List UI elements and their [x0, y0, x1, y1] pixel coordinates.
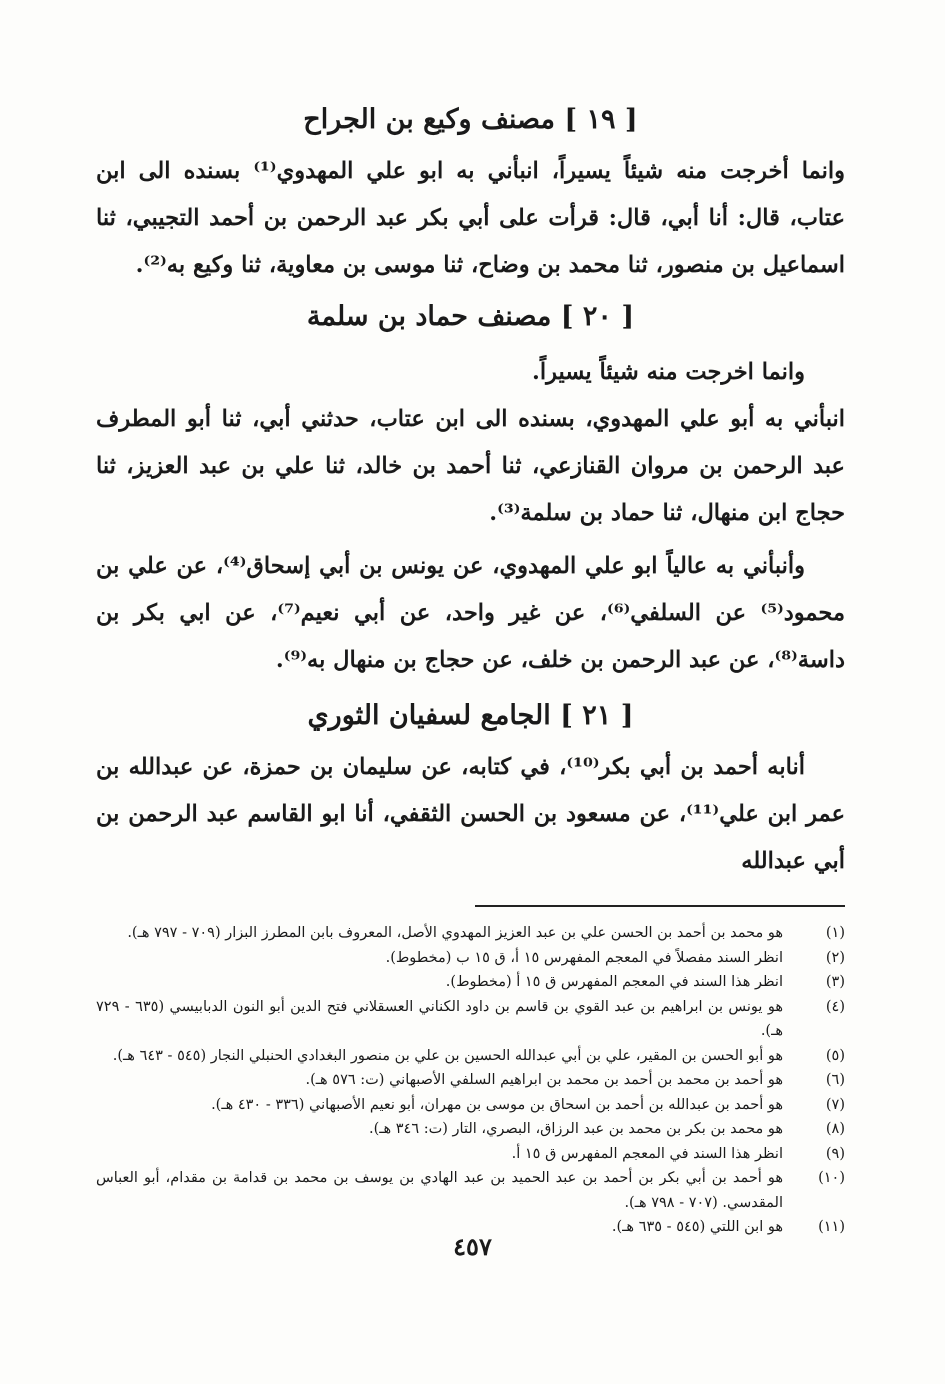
- footnote-text: انظر هذا السند في المعجم المفهرس ق ١٥ أ.: [511, 1145, 783, 1162]
- footnote-number: (٥): [825, 1047, 845, 1064]
- footnote-text: هو محمد بن بكر بن محمد بن عبد الرزاق، البصري، التار (ت: ٣٤٦ هـ).: [368, 1121, 783, 1137]
- footnote-item: [96, 1044, 845, 1069]
- footnote-item: [96, 970, 845, 995]
- footnote-number: (٦): [825, 1072, 845, 1088]
- footnote-number: (٧): [825, 1096, 845, 1113]
- footnote-number: (٣): [825, 974, 845, 990]
- footnote-text: هو محمد بن أحمد بن الحسن علي بن عبد العزيز المهدوي الأصل، المعروف بابن المطرز البزار (٧٠٩ - ٧٩٧ هـ).: [127, 925, 783, 941]
- footnote-text: هو أحمد بن عبدالله بن أحمد بن اسحاق بن موسى بن مهران، أبو نعيم الأصبهاني (٣٣٦ - ٤٣٠ هـ).: [211, 1096, 783, 1113]
- section-19-heading: [ ١٩ ] مصنف وكيع بن الجراح: [303, 104, 638, 135]
- footnote-text: هو أحمد بن أبي بكر بن أحمد بن عبد الحميد بن عبد الهادي بن يوسف بن محمد بن قدامة بن مقدام، أبو العباس المقدسي. (٧٠٧ - ٧٩٨ هـ).: [96, 1170, 783, 1211]
- section-20-paragraph-1: وانما اخرجت منه شيئاً يسيراً.: [532, 359, 805, 385]
- footnote-number: (١٠): [818, 1170, 845, 1186]
- footnote-item: [96, 995, 845, 1044]
- section-21-heading: [ ٢١ ] الجامع لسفيان الثوري: [307, 700, 634, 731]
- section-20-paragraph-3: وأنبأني به عالياً ابو علي المهدوي، عن يونس بن أبي إسحاق⁽⁴⁾، عن علي بن محمود⁽⁵⁾ عن السلفي⁽⁶⁾، عن غير واحد، عن أبي نعيم⁽⁷⁾، عن ابي بكر بن داسة⁽⁸⁾، عن عبد الرحمن بن خلف، عن حجاج بن منهال به⁽⁹⁾.: [96, 553, 845, 673]
- footnote-divider: [475, 905, 845, 907]
- footnote-number: (٤): [825, 998, 845, 1015]
- footnote-item: [96, 1117, 845, 1142]
- footnotes: [96, 921, 845, 1240]
- section-20-paragraph-2: انبأني به أبو علي المهدوي، بسنده الى ابن عتاب، حدثني أبي، ثنا أبو المطرف عبد الرحمن بن مروان القنازعي، ثنا أحمد بن خالد، ثنا علي بن عبد العزيز، ثنا حجاج ابن منهال، ثنا حماد بن سلمة⁽³⁾.: [96, 406, 845, 526]
- footnote-text: هو يونس بن ابراهيم بن عبد القوي بن قاسم بن داود الكناني العسقلاني فتح الدين أبو النون الدبابيسي (٦٣٥ - ٧٢٩ هـ).: [96, 998, 783, 1039]
- footnote-item: [96, 1068, 845, 1093]
- section-21-paragraph: أنابه أحمد بن أبي بكر⁽¹⁰⁾، في كتابه، عن سليمان بن حمزة، عن عبدالله بن عمر ابن علي⁽¹¹⁾، عن مسعود بن الحسن الثقفي، أنا ابو القاسم عبد الرحمن بن أبي عبدالله: [96, 754, 845, 874]
- footnote-number: (٩): [825, 1145, 845, 1162]
- footnote-number: (١١): [818, 1219, 845, 1235]
- footnote-item: [96, 1166, 845, 1215]
- footnote-item: [96, 1142, 845, 1167]
- footnote-item: [96, 921, 845, 946]
- section-20-heading: [ ٢٠ ] مصنف حماد بن سلمة: [306, 301, 635, 332]
- footnote-text: هو ابن اللتي (٥٤٥ - ٦٣٥ هـ).: [611, 1219, 783, 1235]
- section-19-paragraph: وانما أخرجت منه شيئاً يسيراً، انبأني به ابو علي المهدوي⁽¹⁾ بسنده الى ابن عتاب، قال: أنا أبي، قال: قرأت على أبي بكر عبد الرحمن بن أحمد التجيبي، ثنا اسماعيل بن منصور، ثنا محمد بن وضاح، ثنا موسى بن معاوية، ثنا وكيع به⁽²⁾.: [96, 158, 845, 278]
- footnote-text: هو أبو الحسن بن المقير، علي بن أبي عبدالله الحسين بن علي بن منصور البغدادي الحنبلي النجار (٥٤٥ - ٦٤٣ هـ).: [112, 1047, 783, 1064]
- footnote-number: (١): [825, 925, 845, 941]
- footnote-item: [96, 1093, 845, 1118]
- footnote-number: (٨): [825, 1121, 845, 1137]
- footnote-number: (٢): [825, 949, 845, 966]
- footnote-item: [96, 946, 845, 971]
- footnote-text: انظر هذا السند في المعجم المفهرس ق ١٥ أ (مخطوط).: [445, 974, 783, 990]
- page-number: ٤٥٧: [453, 1232, 492, 1261]
- footnote-text: هو أحمد بن محمد بن أحمد بن محمد بن ابراهيم السلفي الأصبهاني (ت: ٥٧٦ هـ).: [305, 1072, 783, 1088]
- footnote-text: انظر السند مفصلاً في المعجم المفهرس ١٥ أ، ق ١٥ ب (مخطوط).: [385, 949, 783, 966]
